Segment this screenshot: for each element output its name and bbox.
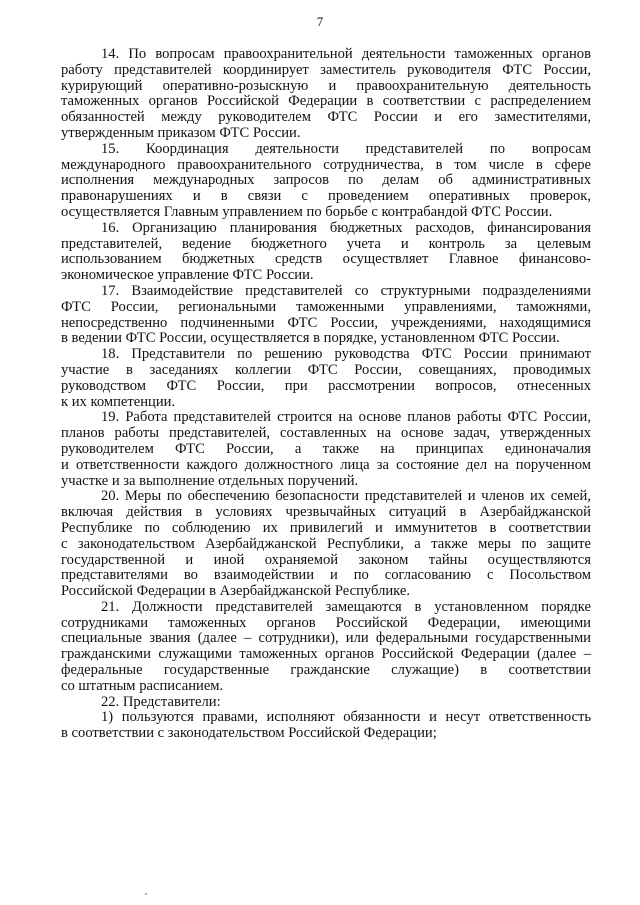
paragraph-line: международного правоохранительного сотрудничества, в том числе в сфере — [61, 156, 591, 173]
paragraph-line: 15. Координация деятельности представителей по вопросам — [101, 140, 591, 157]
paragraph-p22 — [61, 695, 591, 711]
paragraph-p16 — [61, 221, 591, 284]
paragraph-line: в соответствии с законодательством Российской Федерации; — [61, 725, 437, 742]
paragraph-line: участке и за выполнение отдельных поручений. — [61, 472, 359, 489]
paragraph-p21 — [61, 600, 591, 695]
paragraph-line: осуществляется Главным управлением по борьбе с контрабандой ФТС России. — [61, 203, 553, 220]
paragraph-line: работу представителей координирует заместитель руководителя ФТС России, — [61, 61, 591, 78]
paragraph-line: 20. Меры по обеспечению безопасности представителей и членов их семей, — [101, 488, 591, 505]
paragraph-line: использованием бюджетных средств осуществляет Главное финансово- — [61, 251, 591, 268]
paragraph-p14 — [61, 47, 591, 142]
paragraph-line: с законодательством Азербайджанской Республики, а также меры по защите — [61, 535, 591, 552]
paragraph-p20 — [61, 489, 591, 600]
document-body — [61, 47, 591, 742]
paragraph-line: государственной и иной охраняемой законом тайны осуществляются — [61, 551, 591, 568]
paragraph-line: утвержденным приказом ФТС России. — [61, 124, 301, 141]
paragraph-line: непосредственно подчиненными ФТС России, учреждениями, находящимися — [61, 314, 591, 331]
paragraph-line: обязанностей между руководителем ФТС России и его заместителями, — [61, 109, 591, 126]
paragraph-line: планов работы представителей, составленных на основе задач, утвержденных — [61, 425, 591, 442]
paragraph-line: 18. Представители по решению руководства ФТС России принимают — [101, 346, 591, 363]
paragraph-line: экономическое управление ФТС России. — [61, 267, 314, 284]
paragraph-p19 — [61, 410, 591, 489]
scan-speck — [145, 893, 147, 895]
paragraph-line: 19. Работа представителей строится на основе планов работы ФТС России, — [101, 409, 591, 426]
paragraph-line: ФТС России, региональными таможенными управлениями, таможнями, — [61, 298, 591, 315]
paragraph-line: федеральные государственные гражданские служащие) в соответствии — [61, 662, 591, 679]
paragraph-line: 17. Взаимодействие представителей со структурными подразделениями — [101, 282, 591, 299]
paragraph-line: 14. По вопросам правоохранительной деятельности таможенных органов — [101, 46, 591, 62]
paragraph-line: 16. Организацию планирования бюджетных расходов, финансирования — [101, 219, 591, 236]
page-number: 7 — [316, 14, 324, 29]
paragraph-line: включая действия в условиях чрезвычайных ситуаций в Азербайджанской — [61, 504, 591, 521]
paragraph-line: 21. Должности представителей замещаются в установленном порядке — [101, 598, 591, 615]
paragraph-line: исполнения международных запросов по делам об административных — [61, 172, 591, 189]
paragraph-line: со штатным расписанием. — [61, 677, 224, 694]
paragraph-line: таможенных органов Российской Федерации в соответствии с распределением — [61, 93, 591, 110]
paragraph-line: к их компетенции. — [61, 393, 176, 410]
paragraph-p22_1 — [61, 710, 591, 742]
paragraph-p15 — [61, 142, 591, 221]
paragraph-p17 — [61, 284, 591, 347]
paragraph-line: правонарушениях и в связи с проведением оперативных проверок, — [61, 188, 591, 205]
paragraph-line: представителями во взаимодействии и по согласованию с Посольством — [61, 567, 591, 584]
paragraph-line: руководителем ФТС России, а также на принципах единоначалия — [61, 440, 591, 457]
paragraph-p18 — [61, 347, 591, 410]
paragraph-line: руководством ФТС России, при рассмотрении вопросов, отнесенных — [61, 377, 591, 394]
paragraph-line: 22. Представители: — [101, 693, 221, 710]
paragraph-line: гражданскими служащими таможенных органов Российской Федерации (далее – — [61, 646, 591, 663]
paragraph-line: в ведении ФТС России, осуществляется в порядке, установленном ФТС России. — [61, 330, 560, 347]
paragraph-line: 1) пользуются правами, исполняют обязанности и несут ответственность — [101, 709, 591, 726]
paragraph-line: и ответственности каждого должностного лица за состояние дел на порученном — [61, 456, 591, 473]
paragraph-line: курирующий оперативно-розыскную и правоохранительную деятельность — [61, 77, 591, 94]
paragraph-line: Республике по соблюдению их привилегий и иммунитетов в соответствии — [61, 519, 591, 536]
paragraph-line: Российской Федерации в Азербайджанской Республике. — [61, 583, 411, 600]
paragraph-line: сотрудниками таможенных органов Российской Федерации, имеющими — [61, 614, 591, 631]
paragraph-line: представителей, ведение бюджетного учета и контроль за целевым — [61, 235, 591, 252]
paragraph-line: участие в заседаниях коллегии ФТС России, совещаниях, проводимых — [61, 361, 591, 378]
paragraph-line: специальные звания (далее – сотрудники), или федеральными государственными — [61, 630, 591, 647]
